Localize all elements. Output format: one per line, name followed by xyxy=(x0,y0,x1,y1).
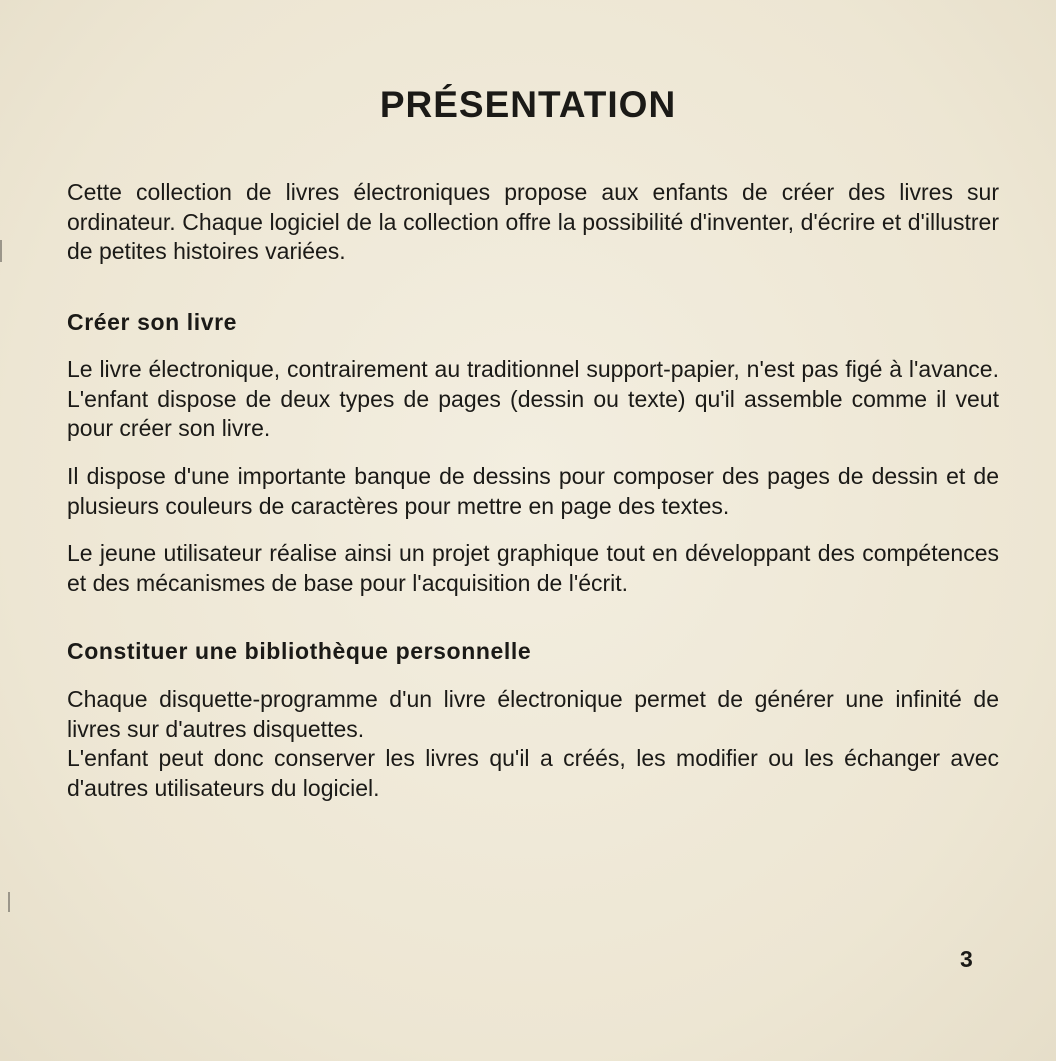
section2-paragraph-1: Chaque disquette-programme d'un livre électronique permet de générer une infinité de livres sur d'autres disquettes. xyxy=(67,686,999,742)
page-title: PRÉSENTATION xyxy=(379,84,677,125)
page-edge-mark xyxy=(8,892,10,912)
section1-paragraph-3: Le jeune utilisateur réalise ainsi un projet graphique tout en développant des compétences et des mécanismes de base pour l'acquisition de l'écrit. xyxy=(67,540,999,596)
section1-paragraph-2: Il dispose d'une importante banque de dessins pour composer des pages de dessin et de plusieurs couleurs de caractères pour mettre en page des textes. xyxy=(67,463,999,519)
section-heading-bibliotheque: Constituer une bibliothèque personnelle xyxy=(67,638,532,664)
section-heading-creer: Créer son livre xyxy=(67,309,238,335)
intro-paragraph: Cette collection de livres électroniques propose aux enfants de créer des livres sur ordinateur. Chaque logiciel de la collection offre la possibilité d'inventer, d'écrire et d'illustrer de petites histoires variées. xyxy=(67,179,999,264)
page-edge-mark xyxy=(0,240,2,262)
section1-paragraph-1: Le livre électronique, contrairement au traditionnel support-papier, n'est pas figé à l'avance. L'enfant dispose de deux types de pages (dessin ou texte) qu'il assemble comme il veut pour créer son livre. xyxy=(67,356,999,441)
page-number: 3 xyxy=(960,946,973,972)
section2-paragraph-2: L'enfant peut donc conserver les livres qu'il a créés, les modifier ou les échanger avec d'autres utilisateurs du logiciel. xyxy=(67,745,999,801)
